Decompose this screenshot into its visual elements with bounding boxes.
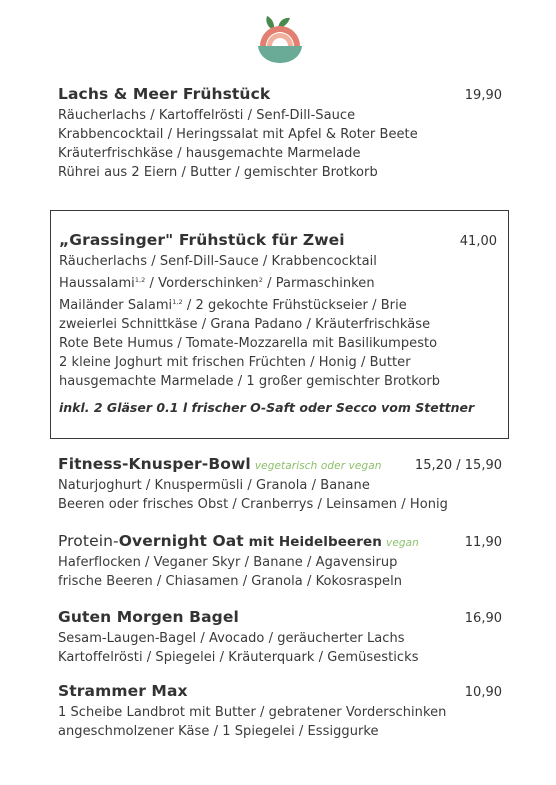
item-title: [58, 455, 382, 473]
menu-item-fitness-bowl: [58, 455, 502, 514]
item-title: Guten Morgen Bagel: [58, 608, 239, 626]
diet-tag: vegetarisch oder vegan: [254, 460, 382, 472]
desc-line: Räucherlachs / Kartoffelrösti / Senf-Dill-Sauce: [58, 108, 356, 123]
desc-line: Kartoffelrösti / Spiegelei / Kräuterquark / Gemüsesticks: [58, 650, 419, 665]
item-price: 10,90: [464, 685, 502, 700]
desc-line: [59, 293, 497, 315]
desc-text: Mailänder Salami: [59, 298, 173, 313]
desc-line: Rote Bete Humus / Tomate-Mozzarella mit Basilikumpesto: [59, 336, 438, 351]
desc-line: Räucherlachs / Senf-Dill-Sauce / Krabbencocktail: [59, 254, 377, 269]
item-price: 11,90: [464, 535, 502, 550]
desc-line: [59, 271, 497, 293]
menu-item-grassinger: [59, 231, 497, 415]
desc-text: / 2 gekochte Frühstückseier / Brie: [182, 298, 407, 313]
desc-line: Naturjoghurt / Knuspermüsli / Granola / Banane: [58, 478, 370, 493]
item-price: 15,20 / 15,90: [414, 458, 502, 473]
footnote-marker: 1,2: [172, 298, 183, 306]
item-description: [58, 703, 502, 741]
menu-item-bagel: [58, 608, 502, 667]
desc-line: Beeren oder frisches Obst / Cranberrys / Leinsamen / Honig: [58, 497, 448, 512]
desc-line: Sesam-Laugen-Bagel / Avocado / geräucherter Lachs: [58, 631, 405, 646]
item-title: [58, 532, 419, 550]
diet-tag: vegan: [386, 537, 419, 549]
desc-text: / Vorderschinken: [145, 276, 259, 291]
desc-line: Krabbencocktail / Heringssalat mit Apfel & Roter Beete: [58, 127, 418, 142]
menu-item-strammer-max: [58, 682, 502, 741]
item-title-text: Overnight Oat: [118, 532, 244, 550]
item-title: Lachs & Meer Frühstück: [58, 85, 271, 103]
featured-box: [50, 210, 509, 439]
item-title-text: mit Heidelbeeren: [243, 534, 382, 550]
desc-line: zweierlei Schnittkäse / Grana Padano / Kräuterfrischkäse: [59, 317, 431, 332]
item-description: [58, 476, 502, 514]
item-title-text: Fitness-Knusper-Bowl: [58, 455, 251, 473]
footnote-marker: 1,2: [134, 276, 146, 284]
desc-line: angeschmolzener Käse / 1 Spiegelei / Essiggurke: [58, 724, 379, 739]
desc-line: hausgemachte Marmelade / 1 großer gemischter Brotkorb: [59, 374, 441, 389]
desc-line: Rührei aus 2 Eiern / Butter / gemischter Brotkorb: [58, 165, 378, 180]
drink-note: inkl. 2 Gläser 0.1 l frischer O-Saft oder Secco vom Stettner: [59, 400, 475, 415]
desc-line: 2 kleine Joghurt mit frischen Früchten / Honig / Butter: [59, 355, 411, 370]
item-title: „Grassinger" Frühstück für Zwei: [59, 231, 345, 249]
item-price: 41,00: [459, 234, 497, 249]
menu-item-lachs-meer: [58, 85, 502, 182]
desc-line: 1 Scheibe Landbrot mit Butter / gebratener Vorderschinken: [58, 705, 447, 720]
item-price: 16,90: [464, 611, 502, 626]
menu-item-overnight-oat: [58, 532, 502, 591]
bowl-icon: [252, 10, 308, 66]
item-description: [58, 106, 502, 182]
item-title-text: Protein-: [58, 532, 119, 550]
desc-text: Haussalami: [59, 276, 135, 291]
desc-line: Haferflocken / Veganer Skyr / Banane / Agavensirup: [58, 555, 398, 570]
item-description: [59, 252, 497, 391]
item-description: [58, 553, 502, 591]
item-description: [58, 629, 502, 667]
desc-text: / Parmaschinken: [262, 276, 375, 291]
item-price: 19,90: [464, 88, 502, 103]
desc-line: frische Beeren / Chiasamen / Granola / Kokosraspeln: [58, 574, 403, 589]
item-title: Strammer Max: [58, 682, 188, 700]
footnote-marker: 2: [258, 276, 263, 284]
desc-line: Kräuterfrischkäse / hausgemachte Marmelade: [58, 146, 361, 161]
